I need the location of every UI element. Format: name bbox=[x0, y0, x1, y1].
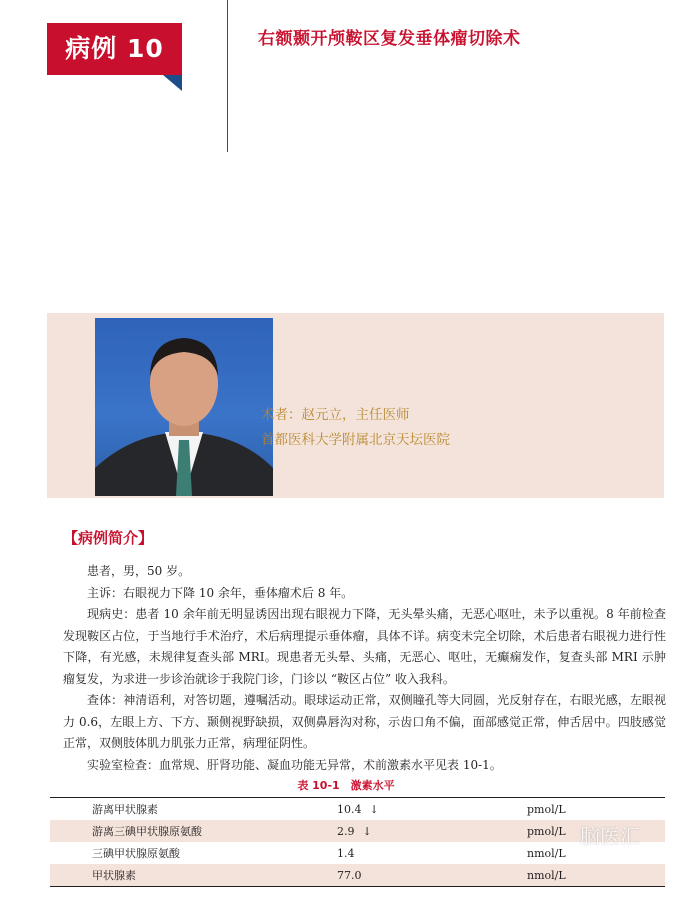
hormone-value: 1.4 bbox=[337, 846, 355, 860]
author-affiliation: 首都医科大学附属北京天坛医院 bbox=[261, 432, 450, 448]
present-illness: 现病史：患者 10 余年前无明显诱因出现右眼视力下降，无头晕头痛，无恶心呕吐，未予以重视。8 年前检查发现鞍区占位，于当地行手术治疗，术后病理提示垂体瘤，具体不详。病变未完全切除，术后患者右眼视力进行性下降，有光感，未规律复查头部 MRI。现患者无头晕、头痛，无恶心、呕吐，无癫痫发作，复查头部 MRI 示肿瘤复发，为求进一步诊治就诊于我院门诊，门诊以 “鞍区占位” 收入我科。 bbox=[63, 607, 666, 686]
watermark-logo: 脑医汇 bbox=[580, 824, 640, 848]
down-arrow-icon: ↓ bbox=[369, 802, 379, 816]
case-summary bbox=[63, 561, 666, 776]
lab-tests: 实验室检查：血常规、肝肾功能、凝血功能无异常，术前激素水平见表 10-1。 bbox=[87, 757, 502, 772]
portrait-illustration bbox=[95, 318, 273, 496]
down-arrow-icon: ↓ bbox=[362, 824, 372, 838]
author-photo bbox=[95, 318, 273, 496]
hormone-name: 游离三碘甲状腺原氨酸 bbox=[50, 820, 337, 842]
physical-exam: 查体：神清语利，对答切题，遵嘱活动。眼球运动正常，双侧瞳孔等大同圆，光反射存在，右眼光感，左眼视力 0.6，左眼上方、下方、颞侧视野缺损，双侧鼻唇沟对称，示齿口角不偏，面部感觉正常，伸舌居中。四肢感觉正常，双侧肢体肌力肌张力正常，病理征阴性。 bbox=[63, 693, 666, 750]
table-row bbox=[50, 864, 665, 887]
hormone-name: 三碘甲状腺原氨酸 bbox=[92, 847, 180, 860]
section-heading: 【病例简介】 bbox=[63, 529, 154, 547]
hormone-value: 77.0 bbox=[337, 868, 362, 882]
hormone-value-cell bbox=[337, 864, 527, 887]
chief-complaint: 主诉：右眼视力下降 10 余年，垂体瘤术后 8 年。 bbox=[87, 585, 354, 600]
tag-fold-decoration bbox=[163, 75, 182, 91]
table-caption: 表 10-1 激素水平 bbox=[297, 779, 395, 792]
hormone-value-cell bbox=[337, 798, 527, 821]
hormone-table bbox=[50, 797, 665, 887]
hormone-unit: nmol/L bbox=[527, 864, 665, 887]
patient-info: 患者，男，50 岁。 bbox=[87, 564, 191, 578]
author-panel bbox=[47, 313, 664, 498]
hormone-value: 10.4 bbox=[337, 802, 362, 816]
table-row bbox=[50, 798, 665, 821]
case-number-tag: 病例 10 bbox=[47, 23, 182, 75]
hormone-name: 游离甲状腺素 bbox=[92, 803, 158, 816]
table-row bbox=[50, 820, 665, 842]
author-name: 术者：赵元立，主任医师 bbox=[261, 407, 410, 423]
hormone-value: 2.9 bbox=[337, 824, 355, 838]
author-info bbox=[261, 403, 450, 453]
hormone-name: 甲状腺素 bbox=[50, 864, 337, 887]
hormone-value-cell bbox=[337, 842, 527, 864]
hormone-value-cell bbox=[337, 820, 527, 842]
header-divider bbox=[227, 0, 228, 152]
case-title: 右额颞开颅鞍区复发垂体瘤切除术 bbox=[258, 29, 521, 49]
hormone-unit: nmol/L bbox=[527, 846, 566, 860]
hormone-unit: pmol/L bbox=[527, 820, 665, 842]
hormone-unit: pmol/L bbox=[527, 802, 566, 816]
table-row bbox=[50, 842, 665, 864]
